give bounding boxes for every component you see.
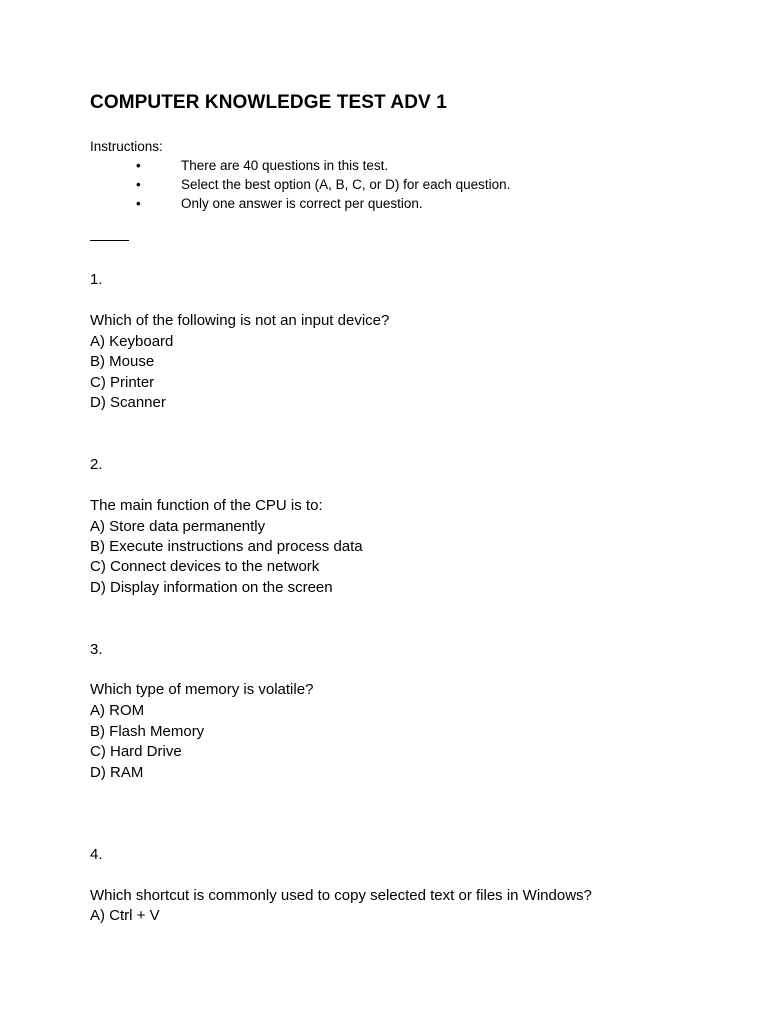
question-number: 2.: [90, 456, 103, 473]
answer-option: A) Store data permanently: [90, 518, 266, 535]
instruction-item: [0, 158, 768, 176]
answer-option: B) Flash Memory: [90, 723, 205, 740]
instruction-text: Only one answer is correct per question.: [181, 196, 423, 211]
answer-option: B) Execute instructions and process data: [90, 538, 363, 555]
instruction-item: [0, 177, 768, 195]
question-number: 4.: [90, 846, 103, 863]
instruction-text: There are 40 questions in this test.: [181, 158, 389, 173]
section-divider: [90, 240, 129, 241]
answer-option: A) Keyboard: [90, 333, 174, 350]
question-text: Which type of memory is volatile?: [90, 681, 314, 698]
question-text: Which of the following is not an input device?: [90, 312, 390, 329]
answer-option: D) RAM: [90, 764, 144, 781]
instruction-item: [0, 196, 768, 214]
answer-option: D) Display information on the screen: [90, 579, 333, 596]
instruction-text: Select the best option (A, B, C, or D) for each question.: [181, 177, 511, 192]
instructions-label: Instructions:: [90, 139, 163, 154]
answer-option: C) Hard Drive: [90, 743, 182, 760]
bullet-icon: •: [136, 196, 141, 211]
answer-option: C) Connect devices to the network: [90, 558, 320, 575]
answer-option: D) Scanner: [90, 394, 166, 411]
answer-option: A) Ctrl + V: [90, 907, 160, 924]
question-text: The main function of the CPU is to:: [90, 497, 323, 514]
question-text: Which shortcut is commonly used to copy selected text or files in Windows?: [90, 887, 592, 904]
bullet-icon: •: [136, 158, 141, 173]
answer-option: C) Printer: [90, 374, 155, 391]
answer-option: B) Mouse: [90, 353, 155, 370]
question-number: 3.: [90, 641, 103, 658]
question-number: 1.: [90, 271, 103, 288]
page-title: COMPUTER KNOWLEDGE TEST ADV 1: [90, 92, 447, 113]
bullet-icon: •: [136, 177, 141, 192]
answer-option: A) ROM: [90, 702, 145, 719]
